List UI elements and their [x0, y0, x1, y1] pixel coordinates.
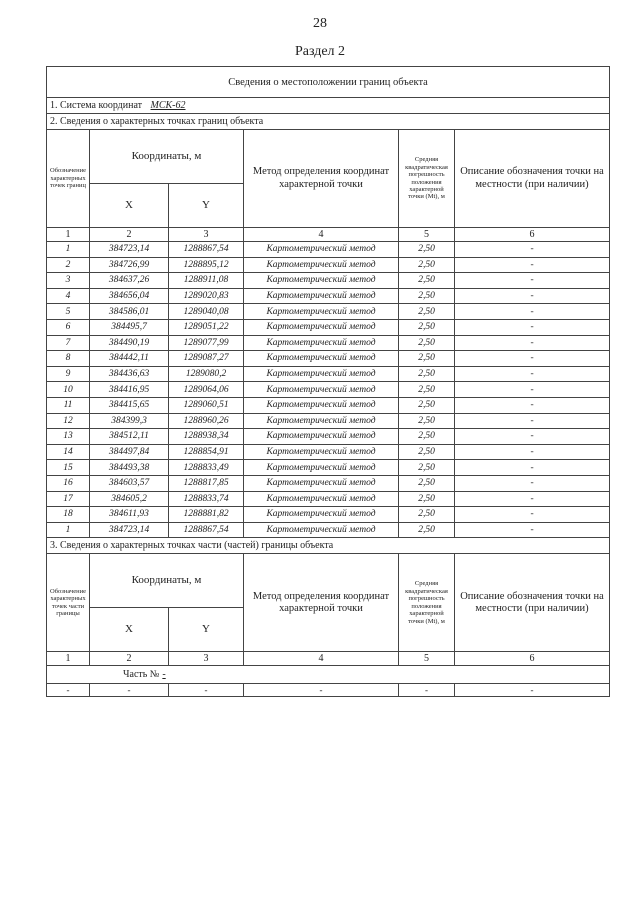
table-row [47, 522, 610, 538]
part-label: Часть № [123, 669, 160, 681]
column-number: 4 [244, 652, 399, 666]
table-row [47, 397, 610, 413]
table-row [47, 273, 610, 289]
column-numbers-row [47, 228, 610, 242]
coord-system-row [47, 98, 610, 114]
accuracy: 2,50 [399, 288, 455, 304]
description: - [455, 304, 610, 320]
column-numbers-row [47, 652, 610, 666]
accuracy: 2,50 [399, 413, 455, 429]
accuracy: 2,50 [399, 475, 455, 491]
part-value: - [162, 669, 166, 681]
table-title: Сведения о местоположении границ объекта [47, 67, 610, 98]
point-number: 13 [47, 429, 90, 445]
part-cell [47, 666, 610, 684]
table-row [47, 413, 610, 429]
coord-x: 384416,95 [90, 382, 169, 398]
method: Картометрический метод [244, 257, 399, 273]
header-accuracy: Средняя квадратическая погрешность положения характерной точки (Мt), м [399, 554, 455, 652]
header-description: Описание обозначения точки на местности (при наличии) [455, 554, 610, 652]
method: Картометрический метод [244, 304, 399, 320]
method: Картометрический метод [244, 319, 399, 335]
coord-y: 1288867,54 [169, 522, 244, 538]
point-number: 8 [47, 351, 90, 367]
method: Картометрический метод [244, 397, 399, 413]
coord-system-value: МСК-62 [150, 100, 186, 111]
header-x: X [90, 608, 169, 652]
boundary-table [46, 66, 610, 697]
header-accuracy: Средняя квадратическая погрешность положения характерной точки (Мt), м [399, 130, 455, 228]
table-row [47, 242, 610, 258]
column-number: 3 [169, 228, 244, 242]
table-row [47, 460, 610, 476]
table-row [47, 444, 610, 460]
header-method: Метод определения координат характерной точки [244, 130, 399, 228]
coord-x: 384603,57 [90, 475, 169, 491]
column-number: 5 [399, 228, 455, 242]
description: - [455, 397, 610, 413]
method: Картометрический метод [244, 366, 399, 382]
method: Картометрический метод [244, 522, 399, 538]
coord-y: 1288895,12 [169, 257, 244, 273]
method: Картометрический метод [244, 382, 399, 398]
table-row [47, 429, 610, 445]
coord-x: 384399,3 [90, 413, 169, 429]
column-number: 6 [455, 652, 610, 666]
accuracy: 2,50 [399, 257, 455, 273]
point-number: 9 [47, 366, 90, 382]
description: - [455, 242, 610, 258]
accuracy: 2,50 [399, 335, 455, 351]
description: - [455, 507, 610, 523]
description: - [455, 257, 610, 273]
coord-y: 1289020,83 [169, 288, 244, 304]
coord-y: 1289077,99 [169, 335, 244, 351]
header-y: Y [169, 184, 244, 228]
accuracy: 2,50 [399, 522, 455, 538]
accuracy: 2,50 [399, 382, 455, 398]
coord-x: 384512,11 [90, 429, 169, 445]
accuracy: 2,50 [399, 304, 455, 320]
point-number: 7 [47, 335, 90, 351]
point-number: 16 [47, 475, 90, 491]
description: - [455, 475, 610, 491]
table-row [47, 475, 610, 491]
method: Картометрический метод [244, 507, 399, 523]
method: Картометрический метод [244, 335, 399, 351]
method: Картометрический метод [244, 429, 399, 445]
header-x: X [90, 184, 169, 228]
accuracy: 2,50 [399, 444, 455, 460]
accuracy: 2,50 [399, 429, 455, 445]
accuracy: 2,50 [399, 351, 455, 367]
accuracy: 2,50 [399, 491, 455, 507]
coord-x: 384586,01 [90, 304, 169, 320]
empty-cell: - [47, 684, 90, 697]
coord-x: 384723,14 [90, 242, 169, 258]
coord-y: 1289087,27 [169, 351, 244, 367]
description: - [455, 273, 610, 289]
coord-x: 384495,7 [90, 319, 169, 335]
method: Картометрический метод [244, 273, 399, 289]
coord-y: 1288881,82 [169, 507, 244, 523]
description: - [455, 288, 610, 304]
table-row [47, 335, 610, 351]
point-number: 1 [47, 522, 90, 538]
table-row [47, 366, 610, 382]
accuracy: 2,50 [399, 273, 455, 289]
coord-x: 384415,65 [90, 397, 169, 413]
description: - [455, 319, 610, 335]
description: - [455, 522, 610, 538]
coord-x: 384611,93 [90, 507, 169, 523]
point-number: 17 [47, 491, 90, 507]
method: Картометрический метод [244, 242, 399, 258]
table-row [47, 351, 610, 367]
empty-cell: - [399, 684, 455, 697]
header-point: Обозначение характерных точек границ [47, 130, 90, 228]
coord-y: 1288911,08 [169, 273, 244, 289]
page-number: 28 [313, 16, 327, 31]
coord-y: 1288938,34 [169, 429, 244, 445]
accuracy: 2,50 [399, 507, 455, 523]
table-row [47, 288, 610, 304]
header-description: Описание обозначения точки на местности (при наличии) [455, 130, 610, 228]
point-number: 14 [47, 444, 90, 460]
column-number: 2 [90, 652, 169, 666]
description: - [455, 351, 610, 367]
coord-x: 384490,19 [90, 335, 169, 351]
section3-label: 3. Сведения о характерных точках части (частей) границы объекта [47, 538, 610, 554]
point-number: 12 [47, 413, 90, 429]
column-number: 3 [169, 652, 244, 666]
coord-x: 384605,2 [90, 491, 169, 507]
coord-y: 1289064,06 [169, 382, 244, 398]
table-row [47, 257, 610, 273]
coord-system-label: 1. Система координат [50, 100, 143, 111]
table-row [47, 319, 610, 335]
section2-label: 2. Сведения о характерных точках границ объекта [47, 114, 610, 130]
point-number: 18 [47, 507, 90, 523]
accuracy: 2,50 [399, 460, 455, 476]
table-row [47, 382, 610, 398]
accuracy: 2,50 [399, 397, 455, 413]
description: - [455, 413, 610, 429]
coord-y: 1289040,08 [169, 304, 244, 320]
point-number: 6 [47, 319, 90, 335]
column-number: 1 [47, 228, 90, 242]
method: Картометрический метод [244, 475, 399, 491]
column-number: 4 [244, 228, 399, 242]
coord-x: 384493,38 [90, 460, 169, 476]
header-method: Метод определения координат характерной точки [244, 554, 399, 652]
coord-x: 384436,63 [90, 366, 169, 382]
coord-x: 384497,84 [90, 444, 169, 460]
column-number: 1 [47, 652, 90, 666]
empty-cell: - [169, 684, 244, 697]
coord-x: 384442,11 [90, 351, 169, 367]
coord-y: 1288854,91 [169, 444, 244, 460]
coord-y: 1288833,49 [169, 460, 244, 476]
point-number: 11 [47, 397, 90, 413]
method: Картометрический метод [244, 351, 399, 367]
coord-x: 384723,14 [90, 522, 169, 538]
empty-cell: - [244, 684, 399, 697]
table-row [47, 507, 610, 523]
column-number: 2 [90, 228, 169, 242]
table-row [47, 684, 610, 697]
coord-x: 384726,99 [90, 257, 169, 273]
description: - [455, 429, 610, 445]
column-number: 5 [399, 652, 455, 666]
description: - [455, 491, 610, 507]
coord-y: 1288960,26 [169, 413, 244, 429]
coord-y: 1289060,51 [169, 397, 244, 413]
header-point: Обозначение характерных точек части границы [47, 554, 90, 652]
method: Картометрический метод [244, 413, 399, 429]
coord-x: 384656,04 [90, 288, 169, 304]
part-row [47, 666, 610, 684]
header-coords: Координаты, м [90, 554, 244, 608]
empty-cell: - [455, 684, 610, 697]
table-row [47, 304, 610, 320]
point-number: 4 [47, 288, 90, 304]
accuracy: 2,50 [399, 242, 455, 258]
empty-cell: - [90, 684, 169, 697]
coord-y: 1288817,85 [169, 475, 244, 491]
coord-y: 1288833,74 [169, 491, 244, 507]
point-number: 2 [47, 257, 90, 273]
method: Картометрический метод [244, 460, 399, 476]
accuracy: 2,50 [399, 319, 455, 335]
coord-y: 1288867,54 [169, 242, 244, 258]
description: - [455, 444, 610, 460]
point-number: 1 [47, 242, 90, 258]
section-title: Раздел 2 [294, 44, 346, 59]
point-number: 3 [47, 273, 90, 289]
table-row [47, 491, 610, 507]
method: Картометрический метод [244, 288, 399, 304]
point-number: 15 [47, 460, 90, 476]
method: Картометрический метод [244, 491, 399, 507]
header-coords: Координаты, м [90, 130, 244, 184]
description: - [455, 382, 610, 398]
description: - [455, 335, 610, 351]
header-y: Y [169, 608, 244, 652]
description: - [455, 366, 610, 382]
coord-y: 1289080,2 [169, 366, 244, 382]
column-number: 6 [455, 228, 610, 242]
accuracy: 2,50 [399, 366, 455, 382]
coord-y: 1289051,22 [169, 319, 244, 335]
point-number: 10 [47, 382, 90, 398]
coord-x: 384637,26 [90, 273, 169, 289]
method: Картометрический метод [244, 444, 399, 460]
description: - [455, 460, 610, 476]
point-number: 5 [47, 304, 90, 320]
